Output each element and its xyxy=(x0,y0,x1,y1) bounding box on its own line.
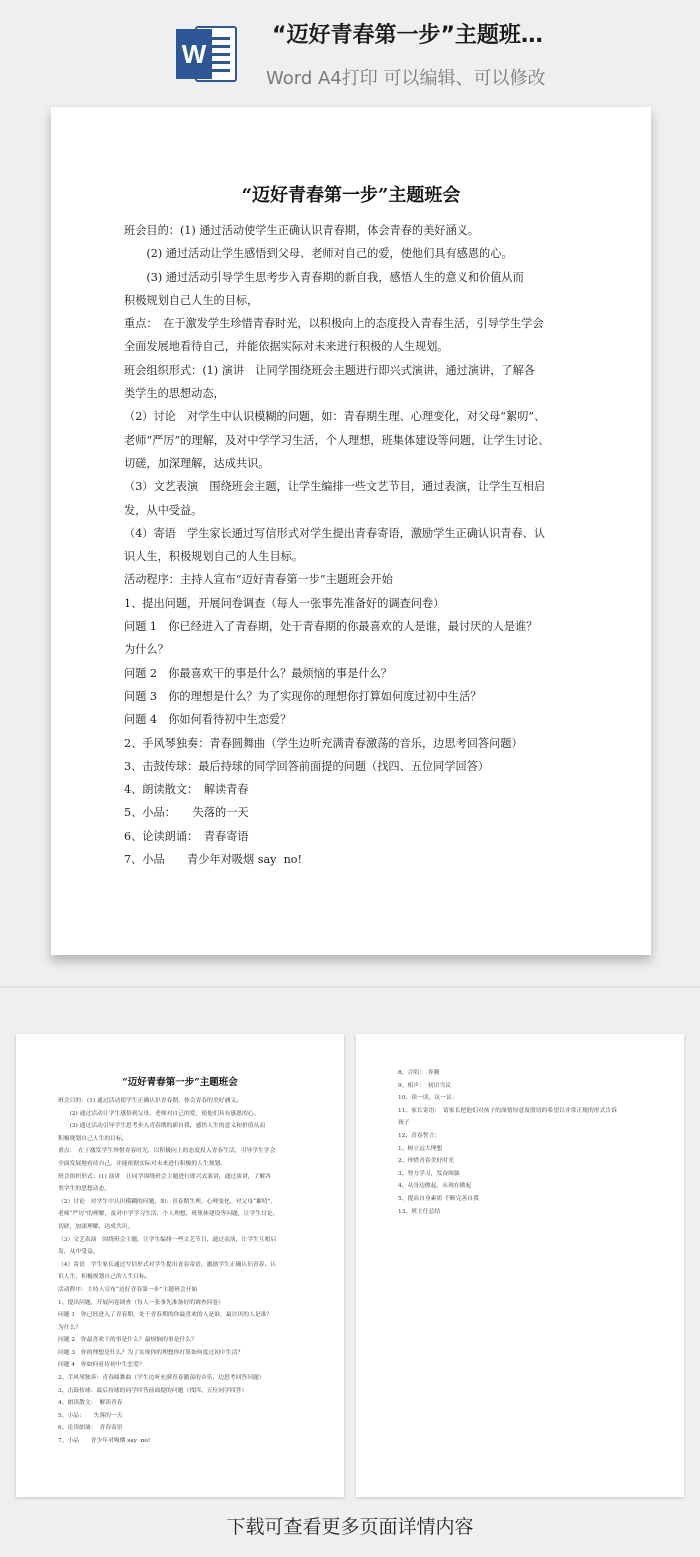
thumbnail-line: 10、读一读，议一议： xyxy=(398,1095,458,1102)
thumbnail-line: 7、小品 青少年对吸烟 say no! xyxy=(58,1438,151,1445)
thumbnail-line: 13、班主任总结 xyxy=(398,1208,441,1215)
divider xyxy=(0,986,700,988)
thumbnail-line: 2、珍惜青春美好时光 xyxy=(398,1158,454,1165)
body-line: 积极规划自己人生的目标， xyxy=(124,293,259,307)
body-line: 发，从中受益。 xyxy=(124,503,203,517)
thumbnail-line: 3、击鼓传球：最后持球的同学回答前面提的问题（找四、五位同学回答） xyxy=(58,1387,248,1394)
thumbnail-line: 3、努力学习，发奋图强 xyxy=(398,1170,460,1177)
thumbnail-line: 问题 3 你的理想是什么？为了实现你的理想你打算如何度过初中生活？ xyxy=(58,1349,244,1356)
thumbnail-title: “迈好青春第一步”主题班会 xyxy=(122,1077,238,1088)
thumbnail-line: 全面发展地看待自己，并能依据实际对未来进行积极的人生规划。 xyxy=(58,1160,227,1167)
document-title: “迈好青春第一步”主题班… xyxy=(272,23,543,48)
thumbnail-line: 为什么？ xyxy=(58,1324,82,1331)
body-line: （4）寄语 学生家长通过写信形式对学生提出青春寄语，激励学生正确认识青春、认 xyxy=(124,526,546,540)
body-line: 班会目的：(1) 通过活动使学生正确认识青春期，体会青春的美好涵义。 xyxy=(124,224,480,237)
body-line: 问题 1 你已经进入了青春期，处于青春期的你最喜欢的人是谁，最讨厌的人是谁？ xyxy=(124,620,538,634)
body-line: 5、小品： 失落的一天 xyxy=(124,806,249,820)
thumbnail-line: （2）讨论 对学生中认识模糊的问题，如：青春期生理、心理变化，对父母“絮叨”、 xyxy=(58,1198,277,1205)
thumbnail-line: 问题 1 你已经进入了青春期，处于青春期的你最喜欢的人是谁，最讨厌的人是谁？ xyxy=(58,1312,273,1319)
body-line: 识人生，积极规划自己的人生目标。 xyxy=(124,550,304,564)
thumbnail-line: 问题 2 你最喜欢干的事是什么？最烦恼的事是什么？ xyxy=(58,1337,197,1344)
thumbnail-line: 切磋，加深理解，达成共识。 xyxy=(58,1223,134,1230)
body-line: 切磋，加深理解，达成共识。 xyxy=(124,456,270,470)
body-line: 3、击鼓传球：最后持球的同学回答前面提的问题（找四、五位同学回答） xyxy=(124,759,490,773)
body-line: 2、手风琴独奏：青春圆舞曲（学生边听充满青春激荡的音乐，边思考回答问题） xyxy=(124,736,523,750)
svg-text:W: W xyxy=(181,39,207,69)
body-line: 活动程序：主持人宣布“迈好青春第一步”主题班会开始 xyxy=(124,573,393,587)
body-line: 为什么？ xyxy=(124,643,169,657)
page-body xyxy=(124,219,586,871)
thumbnail-line: 发，从中受益。 xyxy=(58,1249,99,1256)
thumbnail-line: 老师“严厉”的理解，及对中学学习生活，个人理想，班集体建设等问题，让学生讨论、 xyxy=(58,1211,279,1218)
body-line: 重点： 在于激发学生珍惜青春时光，以积极向上的态度投入青春生活，引导学生学会 xyxy=(124,317,544,331)
thumbnail-line: 积极规划自己人生的目标， xyxy=(58,1135,128,1142)
header xyxy=(0,0,700,100)
thumbnail-line: 孩子 xyxy=(398,1120,410,1127)
thumbnail-line: 5、小品： 失落的一天 xyxy=(58,1412,123,1419)
body-line: 4、朗读散文： 解读青春 xyxy=(124,783,249,797)
thumbnail-line: 问题 4 你如何看待初中生恋爱？ xyxy=(58,1362,145,1369)
thumbnail-line: (2) 通过活动让学生感悟到父母、老师对自己的爱，使他们具有感恩的心。 xyxy=(58,1110,260,1117)
page-thumbnail-1[interactable] xyxy=(16,1034,344,1497)
thumbnail-line: （4）寄语 学生家长通过写信形式对学生提出青春寄语，激励学生正确认识青春、认 xyxy=(58,1261,277,1268)
thumbnail-line: 8、合唱： 奔腾 xyxy=(398,1070,440,1076)
thumbnail-line: 重点： 在于激发学生珍惜青春时光，以积极向上的态度投入青春生活，引导学生学会 xyxy=(58,1148,276,1155)
thumbnail-line: 活动程序：主持人宣布“迈好青春第一步”主题班会开始 xyxy=(58,1286,198,1293)
body-line: 班会组织形式：(1) 演讲 让同学围绕班会主题进行即兴式演讲，通过演讲，了解各 xyxy=(124,363,535,377)
thumbnail-line: 12、青春誓言： xyxy=(398,1132,441,1139)
thumbnail-line: 识人生，积极规划自己的人生目标。 xyxy=(58,1274,151,1281)
body-line: 6、论读朗诵： 青春寄语 xyxy=(124,829,249,843)
body-line: （3）文艺表演 围绕班会主题，让学生编排一些文艺节目，通过表演，让学生互相启 xyxy=(124,480,546,494)
thumbnail-line: 1、提出问题，开展问卷调查（每人一张事先准备好的调查问卷） xyxy=(58,1299,225,1306)
word-icon xyxy=(174,21,240,87)
thumbnail-body xyxy=(58,1095,308,1448)
thumbnail-line: （3）文艺表演 围绕班会主题，让学生编排一些文艺节目，通过表演，让学生互相启 xyxy=(58,1236,277,1243)
body-line: 类学生的思想动态， xyxy=(124,387,225,401)
thumbnail-line: 4、朗读散文： 解读青春 xyxy=(58,1400,123,1407)
thumbnail-line: 类学生的思想动态， xyxy=(58,1186,111,1193)
thumbnail-line: (3) 通过活动引导学生思考步入青春期的新自我，感悟人生的意义和价值从而 xyxy=(58,1123,266,1130)
document-page-preview xyxy=(51,107,651,955)
body-line: （2）讨论 对学生中认识模糊的问题，如：青春期生理、心理变化，对父母“絮叨”、 xyxy=(124,410,546,424)
thumbnail-line: 6、论读朗诵： 青春寄语 xyxy=(58,1425,123,1432)
body-line: 问题 4 你如何看待初中生恋爱？ xyxy=(124,713,292,727)
body-line: 问题 3 你的理想是什么？为了实现你的理想你打算如何度过初中生活？ xyxy=(124,689,482,703)
thumbnail-body xyxy=(398,1067,648,1218)
thumbnail-line: 班会组织形式：(1) 演讲 让同学围绕班会主题进行即兴式演讲，通过演讲，了解各 xyxy=(58,1173,271,1180)
thumbnail-line: 5、提高自身素质 不断完善自我 xyxy=(398,1195,479,1202)
thumbnail-line: 1、树立远大理想 xyxy=(398,1145,443,1152)
thumbnail-line: 2、手风琴独奏：青春圆舞曲（学生边听充满青春激荡的音乐，边思考回答问题） xyxy=(58,1375,265,1382)
thumbnail-line: 11、家长寄语： 请家长把他们对孩子的深情厚意及殷切的希望以非常正规的形式告诉 xyxy=(398,1107,617,1114)
body-line: 问题 2 你最喜欢干的事是什么？最烦恼的事是什么？ xyxy=(124,666,392,680)
page-title: “迈好青春第一步”主题班会 xyxy=(241,185,461,206)
body-line: (3) 通过活动引导学生思考步入青春期的新自我，感悟人生的意义和价值从而 xyxy=(124,270,524,284)
page-thumbnail-2[interactable] xyxy=(356,1034,684,1497)
thumbnail-line: 4、从身边做起，从现在做起 xyxy=(398,1183,472,1190)
download-hint[interactable]: 下载可查看更多页面详情内容 xyxy=(226,1516,474,1538)
document-subtitle: Word A4打印 可以编辑、可以修改 xyxy=(266,68,546,89)
body-line: 老师“严厉”的理解，及对中学学习生活，个人理想，班集体建设等问题，让学生讨论、 xyxy=(124,433,550,447)
body-line: 1、提出问题，开展问卷调查（每人一张事先准备好的调查问卷） xyxy=(124,596,445,610)
body-line: (2) 通过活动让学生感悟到父母、老师对自己的爱，使他们具有感恩的心。 xyxy=(124,247,513,261)
thumbnail-line: 9、相声： 初识当议 xyxy=(398,1082,451,1089)
body-line: 全面发展地看待自己，并能依据实际对未来进行积极的人生规划。 xyxy=(124,340,449,354)
body-line: 7、小品 青少年对吸烟 say no! xyxy=(124,853,303,867)
thumbnail-line: 班会目的：(1) 通过活动使学生正确认识青春期，体会青春的美好涵义。 xyxy=(58,1098,242,1104)
